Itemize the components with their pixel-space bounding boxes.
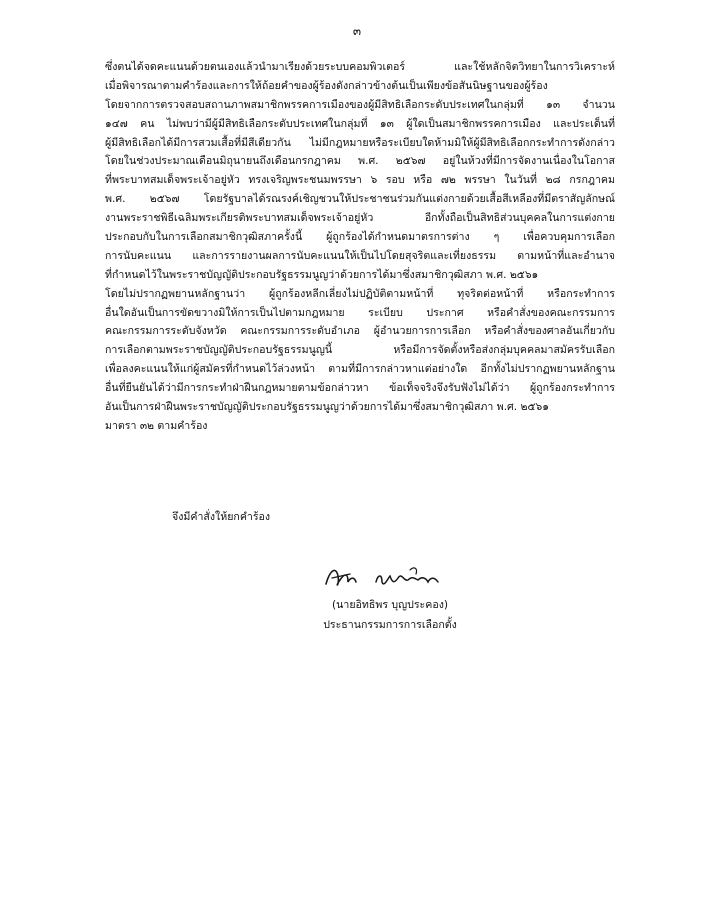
body-line: ผู้มีสิทธิเลือกได้มีการสวมเสื้อที่มีสีเดียวกัน ไม่มีกฎหมายหรือระเบียบใดห้ามมิให้ผู้มีสิทธิเลือกกระทำการดังกล่าว: [105, 136, 615, 149]
body-line: เพื่อลงคะแนนให้แก่ผู้สมัครที่กำหนดไว้ล่วงหน้า ตามที่มีการกล่าวหาแต่อย่างใด อีกทั้งไม่ปรากฏพยานหลักฐาน: [105, 363, 615, 376]
signer-title: ประธานกรรมการการเลือกตั้ง: [323, 619, 457, 631]
body-line: ที่พระบาทสมเด็จพระเจ้าอยู่หัว ทรงเจริญพระชนมพรรษา ๖ รอบ หรือ ๗๒ พรรษา ในวันที่ ๒๘ กรกฎาคม: [105, 174, 615, 187]
body-line: เมื่อพิจารณาตามคำร้องและการให้ถ้อยคำของผู้ร้องดังกล่าวข้างต้นเป็นเพียงข้อสันนิษฐานของผู้ร้อง: [105, 79, 548, 92]
body-line: อื่นที่ยืนยันได้ว่ามีการกระทำฝ่าฝืนกฎหมายตามข้อกล่าวหา ข้อเท็จจริงจึงรับฟังไม่ได้ว่า ผู้ถูกร้องกระทำการ: [105, 382, 615, 395]
body-line: การนับคะแนน และการรายงานผลการนับคะแนนให้เป็นไปโดยสุจริตและเที่ยงธรรม ตามหน้าที่และอำนาจ: [105, 249, 615, 262]
body-line: มาตรา ๓๒ ตามคำร้อง: [105, 419, 208, 432]
body-line: งานพระราชพิธีเฉลิมพระเกียรติพระบาทสมเด็จพระเจ้าอยู่หัว อีกทั้งถือเป็นสิทธิส่วนบุคคลในการแต่งกาย: [105, 212, 615, 225]
body-line: ที่กำหนดไว้ในพระราชบัญญัติประกอบรัฐธรรมนูญว่าด้วยการได้มาซึ่งสมาชิกวุฒิสภา พ.ศ. ๒๕๖๑: [105, 268, 539, 281]
signer-name: (นายอิทธิพร บุญประคอง): [332, 599, 448, 611]
body-line: พ.ศ. ๒๕๖๗ โดยรัฐบาลได้รณรงค์เชิญชวนให้ประชาชนร่วมกันแต่งกายด้วยเสื้อสีเหลืองที่มีตราสัญลักษณ์: [105, 193, 615, 206]
body-line: โดยไม่ปรากฏพยานหลักฐานว่า ผู้ถูกร้องหลีกเลี่ยงไม่ปฏิบัติตามหน้าที่ ทุจริตต่อหน้าที่ หรือกระทำการ: [105, 287, 615, 300]
body-line: โดยในช่วงประมาณเดือนมิถุนายนถึงเดือนกรกฎาคม พ.ศ. ๒๕๖๗ อยู่ในห้วงที่มีการจัดงานเนื่องในโอกาส: [105, 155, 615, 168]
body-line: ซึ่งตนได้จดคะแนนด้วยตนเองแล้วนำมาเรียงด้วยระบบคอมพิวเตอร์ และใช้หลักจิตวิทยาในการวิเคราะห์: [105, 61, 615, 73]
body-line: ประกอบกับในการเลือกสมาชิกวุฒิสภาครั้งนี้ ผู้ถูกร้องได้กำหนดมาตรการต่าง ๆ เพื่อควบคุมการเลือก: [105, 231, 615, 244]
body-line: ๑๔๗ คน ไม่พบว่ามีผู้มีสิทธิเลือกระดับประเทศในกลุ่มที่ ๑๓ ผู้ใดเป็นสมาชิกพรรคการเมือง และประเด็นที่: [105, 117, 615, 130]
body-line: คณะกรรมการระดับจังหวัด คณะกรรมการระดับอำเภอ ผู้อำนวยการการเลือก หรือคำสั่งของศาลอันเกี่ยวกับ: [105, 325, 615, 338]
body-line: โดยจากการตรวจสอบสถานภาพสมาชิกพรรคการเมืองของผู้มีสิทธิเลือกระดับประเทศในกลุ่มที่ ๑๓ จำนวน: [105, 98, 615, 111]
signature-image: [318, 560, 468, 596]
body-line: อื่นใดอันเป็นการขัดขวางมิให้การเป็นไปตามกฎหมาย ระเบียบ ประกาศ หรือคำสั่งของคณะกรรมการ: [105, 306, 615, 319]
body-line: การเลือกตามพระราชบัญญัติประกอบรัฐธรรมนูญนี้ หรือมีการจัดตั้งหรือส่งกลุ่มบุคคลมาสมัครรับเลือก: [105, 344, 615, 357]
page-number: ๓: [352, 24, 362, 38]
body-paragraph: [105, 58, 615, 436]
closing-order: จึงมีคำสั่งให้ยกคำร้อง: [172, 511, 271, 523]
body-line: อันเป็นการฝ่าฝืนพระราชบัญญัติประกอบรัฐธรรมนูญว่าด้วยการได้มาซึ่งสมาชิกวุฒิสภา พ.ศ. ๒๕๖๑: [105, 401, 549, 414]
